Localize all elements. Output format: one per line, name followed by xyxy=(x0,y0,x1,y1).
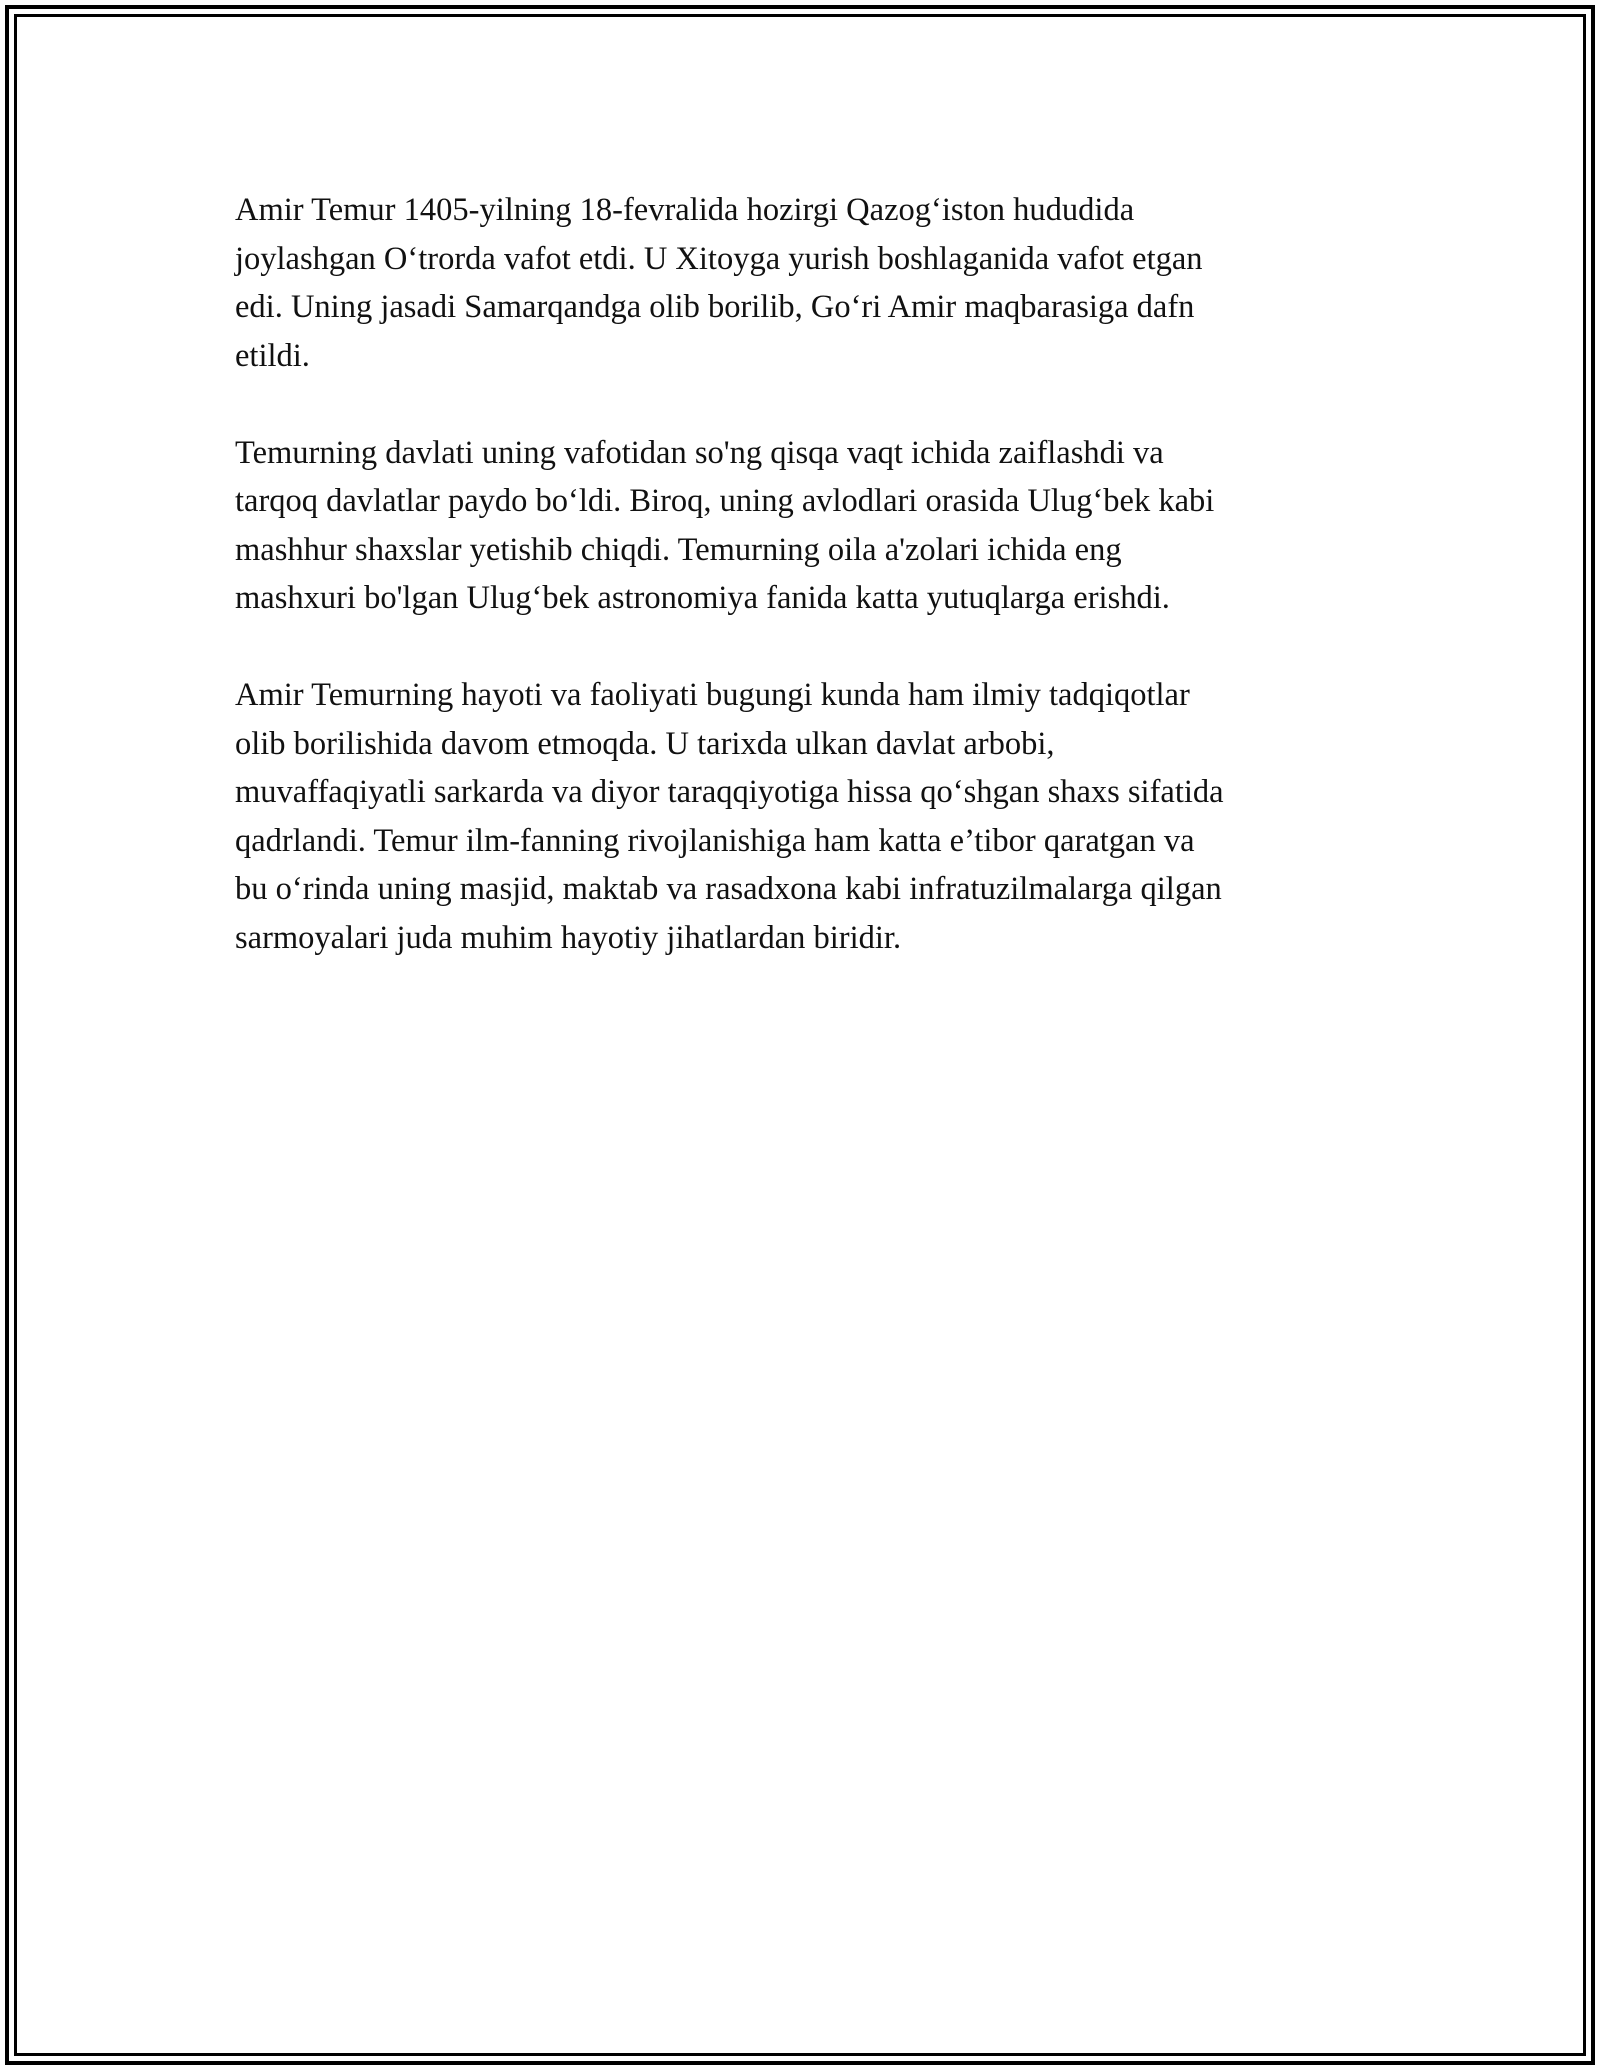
paragraph-3: Amir Temurning hayoti va faoliyati bugungi kunda ham ilmiy tadqiqotlar olib borilishida davom etmoqda. U tarixda ulkan davlat arbobi, muvaffaqiyatli sarkarda va diyor taraqqiyotiga hissa qo‘shgan shaxs sifatida qadrlandi. Temur ilm-fanning rivojlanishiga ham katta e’tibor qaratgan va bu o‘rinda uning masjid, maktab va rasadxona kabi infratuzilmalarga qilgan sarmoyalari juda muhim hayotiy jihatlardan biridir. xyxy=(235,677,1224,956)
document-body xyxy=(235,186,1365,1011)
paragraph-2: Temurning davlati uning vafotidan so'ng qisqa vaqt ichida zaiflashdi va tarqoq davlatlar paydo bo‘ldi. Biroq, uning avlodlari orasida Ulug‘bek kabi mashhur shaxslar yetishib chiqdi. Temurning oila a'zolari ichida eng mashxuri bo'lgan Ulug‘bek astronomiya fanida katta yutuqlarga erishdi. xyxy=(235,434,1215,616)
paragraph-1: Amir Temur 1405-yilning 18-fevralida hozirgi Qazog‘iston hududida joylashgan O‘trorda vafot etdi. U Xitoyga yurish boshlaganida vafot etgan edi. Uning jasadi Samarqandga olib borilib, Go‘ri Amir maqbarasiga dafn etildi. xyxy=(235,192,1203,374)
